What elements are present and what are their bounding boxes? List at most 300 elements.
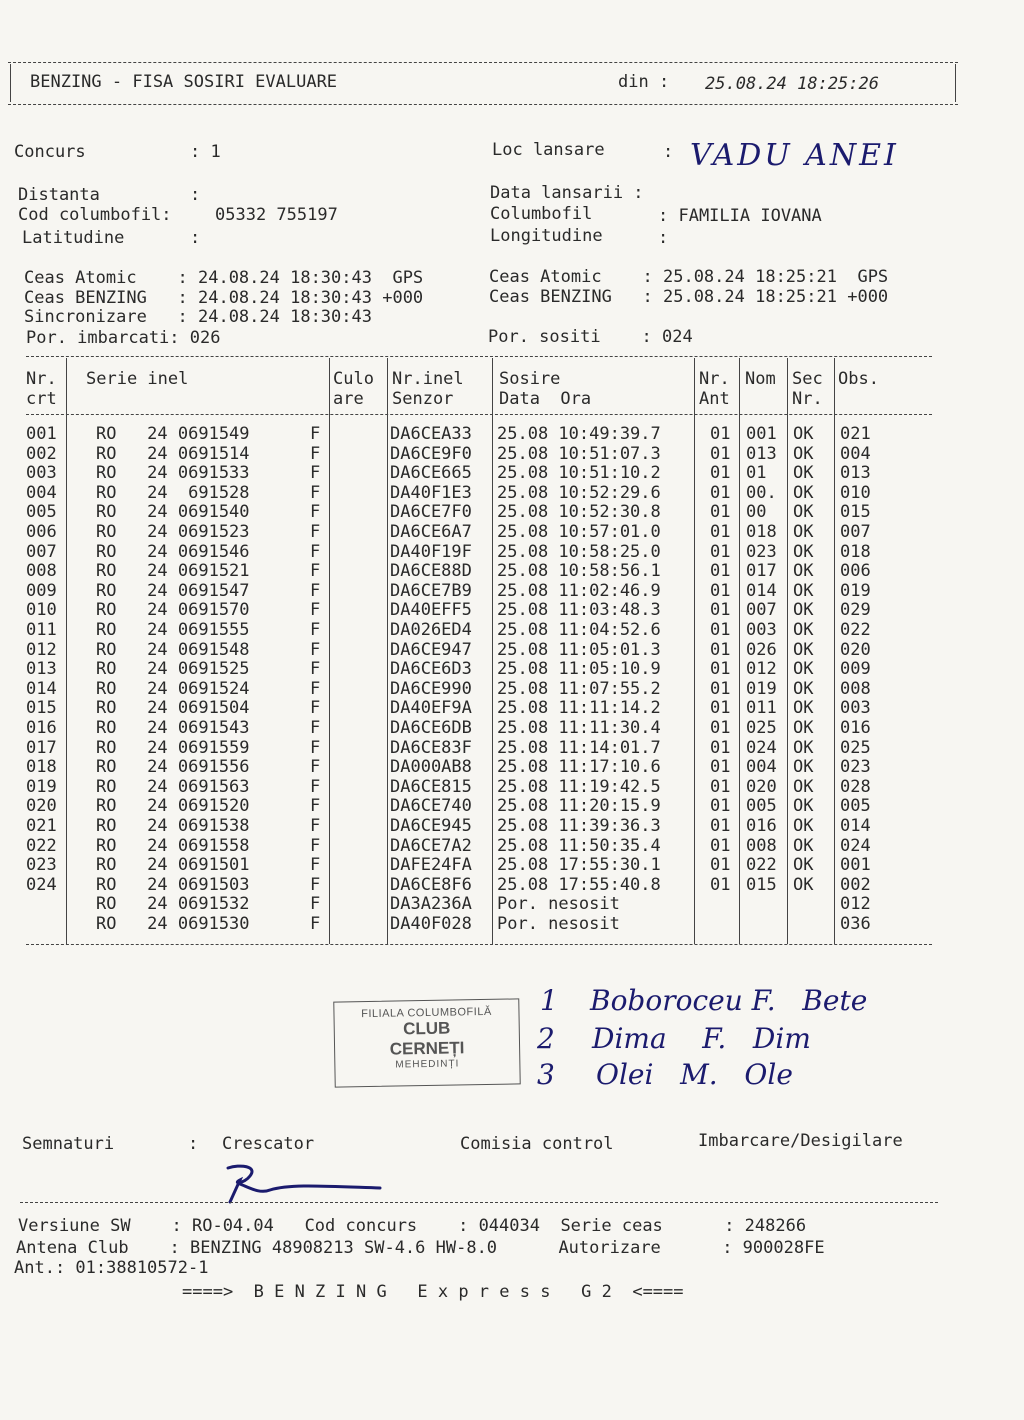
cell-ant: 01 [710, 757, 731, 778]
cod-label: Cod columbofil: [18, 205, 172, 225]
cell-serie: RO 24 0691548 [96, 639, 250, 660]
stamp-line-3: CERNEȚI [389, 1038, 465, 1059]
ceas-benzing-end: Ceas BENZING : 25.08.24 18:25:21 +000 [489, 287, 889, 307]
table-row [0, 895, 1024, 915]
cell-ant: 01 [710, 424, 731, 444]
cell-obs: 019 [840, 580, 871, 601]
cell-serie: RO 24 0691525 [96, 659, 250, 680]
cell-ant: 01 [710, 580, 731, 601]
cell-nom: 013 [746, 443, 777, 464]
header-nr: Nr. [26, 369, 57, 389]
cell-nr: 011 [26, 620, 57, 640]
cell-sex: F [310, 580, 321, 601]
table-row [0, 758, 1024, 778]
cell-sex: F [310, 678, 321, 699]
cell-senzor: DA6CE7A2 [390, 835, 472, 856]
cell-sex: F [310, 835, 321, 856]
cell-senzor: DA40EF9A [390, 698, 472, 719]
cell-obs: 013 [840, 463, 871, 484]
cell-ant: 01 [710, 463, 731, 484]
cell-nr: 022 [26, 835, 57, 856]
cell-nr: 008 [26, 561, 57, 582]
footer-line-2: Antena Club : BENZING 48908213 SW-4.6 HW-8.0 Autorizare : 900028FE [16, 1238, 825, 1258]
table-row [0, 641, 1024, 661]
cell-senzor: DA6CE665 [390, 463, 472, 484]
cell-sex: F [310, 522, 321, 542]
cell-nr: 015 [26, 698, 57, 719]
lat-value: : [190, 228, 201, 248]
cell-serie: RO 24 0691504 [96, 698, 250, 719]
cell-sex: F [310, 796, 321, 817]
cell-serie: RO 24 0691524 [96, 678, 250, 699]
header-obs: Obs. [838, 369, 879, 389]
cell-senzor: DAFE24FA [390, 855, 472, 876]
cell-sec: OK [793, 816, 814, 836]
header-ant: Ant [699, 389, 730, 409]
cell-sosire: 25.08 11:50:35.4 [497, 835, 661, 856]
table-row [0, 797, 1024, 817]
cell-obs: 036 [840, 914, 871, 934]
cell-sec: OK [793, 443, 814, 464]
commission-num-3: 3 [537, 1058, 555, 1091]
cell-sosire: 25.08 10:51:07.3 [497, 443, 661, 464]
header-sec: Sec [792, 369, 823, 389]
cell-nom: 020 [746, 776, 777, 797]
cell-nom: 005 [746, 796, 777, 817]
cell-nr: 010 [26, 600, 57, 621]
cell-nom: 007 [746, 600, 777, 621]
club-stamp [333, 998, 520, 1087]
cell-sosire: 25.08 11:14:01.7 [497, 737, 661, 758]
cell-ant: 01 [710, 737, 731, 758]
cell-nom: 026 [746, 639, 777, 660]
cell-sex: F [310, 659, 321, 680]
cell-sex: F [310, 874, 321, 895]
table-row [0, 660, 1024, 680]
cell-sosire: 25.08 17:55:40.8 [497, 874, 661, 895]
table-row [0, 425, 1024, 445]
cell-serie: RO 24 0691501 [96, 855, 250, 876]
cell-sosire: 25.08 11:17:10.6 [497, 757, 661, 778]
table-top-rule [26, 356, 932, 357]
cell-senzor: DA6CE9F0 [390, 443, 472, 464]
cell-ant: 01 [710, 874, 731, 895]
table-row [0, 562, 1024, 582]
cell-sex: F [310, 855, 321, 876]
cell-nr: 001 [26, 424, 57, 444]
cell-obs: 007 [840, 522, 871, 542]
commission-num-1: 1 [540, 984, 558, 1017]
cell-obs: 010 [840, 482, 871, 503]
cell-senzor: DA6CE990 [390, 678, 472, 699]
cell-ant: 01 [710, 816, 731, 836]
cell-senzor: DA6CE6D3 [390, 659, 472, 680]
cell-sex: F [310, 482, 321, 503]
cell-sosire: Por. nesosit [497, 914, 620, 934]
commission-num-2: 2 [537, 1022, 555, 1055]
cell-sosire: 25.08 11:11:30.4 [497, 718, 661, 738]
cell-sex: F [310, 914, 321, 934]
cell-obs: 004 [840, 443, 871, 464]
cell-sec: OK [793, 580, 814, 601]
cell-sec: OK [793, 659, 814, 680]
cell-nr: 007 [26, 541, 57, 562]
header-sec-nr: Nr. [792, 389, 823, 409]
header-left-bar [10, 64, 11, 102]
cell-obs: 008 [840, 678, 871, 699]
cell-nr: 014 [26, 678, 57, 699]
cell-sex: F [310, 463, 321, 484]
cell-senzor: DA6CE7F0 [390, 502, 472, 523]
footer-line-1: Versiune SW : RO-04.04 Cod concurs : 044034 Serie ceas : 248266 [18, 1216, 807, 1236]
cell-serie: RO 24 0691538 [96, 816, 250, 836]
cell-sosire: 25.08 10:58:25.0 [497, 541, 661, 562]
cell-sex: F [310, 561, 321, 582]
cell-nom: 016 [746, 816, 777, 836]
ceas-atomic-end: Ceas Atomic : 25.08.24 18:25:21 GPS [489, 267, 889, 287]
cell-sec: OK [793, 678, 814, 699]
cell-nom: 00 [746, 502, 777, 523]
concurs-value: : 1 [190, 142, 221, 162]
stamp-line-4: MEHEDINȚI [395, 1058, 460, 1071]
cell-obs: 022 [840, 620, 871, 640]
cell-sec: OK [793, 718, 814, 738]
cell-nr: 013 [26, 659, 57, 680]
cell-nr: 020 [26, 796, 57, 817]
cell-serie: RO 24 0691549 [96, 424, 250, 444]
cell-obs: 029 [840, 600, 871, 621]
cell-sosire: 25.08 11:20:15.9 [497, 796, 661, 817]
header-top-rule [8, 62, 958, 63]
cell-nom: 023 [746, 541, 777, 562]
table-row [0, 543, 1024, 563]
cell-sosire: 25.08 10:49:39.7 [497, 424, 661, 444]
cell-nom: 004 [746, 757, 777, 778]
cell-ant: 01 [710, 620, 731, 640]
cell-serie: RO 24 0691556 [96, 757, 250, 778]
cell-nr: 003 [26, 463, 57, 484]
cell-senzor: DA6CE88D [390, 561, 472, 582]
cell-sosire: 25.08 11:39:36.3 [497, 816, 661, 836]
cell-serie: RO 24 0691533 [96, 463, 250, 484]
cell-senzor: DA6CE815 [390, 776, 472, 797]
cell-obs: 028 [840, 776, 871, 797]
arrivals-table-body [0, 425, 1024, 945]
cell-sec: OK [793, 776, 814, 797]
cell-serie: RO 24 0691530 [96, 914, 250, 934]
cell-senzor: DA6CEA33 [390, 424, 472, 444]
cell-ant: 01 [710, 835, 731, 856]
header-bottom-rule [8, 104, 958, 105]
cell-nr: 004 [26, 482, 57, 503]
cell-sec: OK [793, 639, 814, 660]
cell-serie: RO 24 0691563 [96, 776, 250, 797]
cell-serie: RO 24 0691521 [96, 561, 250, 582]
cell-senzor: DA6CE945 [390, 816, 472, 836]
cell-ant: 01 [710, 698, 731, 719]
cell-nr: 018 [26, 757, 57, 778]
table-row [0, 876, 1024, 896]
cell-ant: 01 [710, 678, 731, 699]
header-nr-ant: Nr. [699, 369, 730, 389]
breeder-signature [210, 1158, 390, 1208]
cell-sosire: 25.08 11:07:55.2 [497, 678, 661, 699]
header-culo: Culo [333, 369, 374, 389]
cell-ant: 01 [710, 855, 731, 876]
cell-sex: F [310, 502, 321, 523]
cell-nr: 006 [26, 522, 57, 542]
distanta-value: : [190, 185, 201, 205]
cell-obs: 006 [840, 561, 871, 582]
cell-nom: 01 [746, 463, 777, 484]
cell-senzor: DA3A236A [390, 894, 472, 915]
cell-nom: 008 [746, 835, 777, 856]
cell-sex: F [310, 816, 321, 836]
footer-banner: ====> B E N Z I N G E x p r e s s G 2 <==== [182, 1282, 684, 1302]
cell-sec: OK [793, 424, 814, 444]
table-row [0, 739, 1024, 759]
cell-obs: 015 [840, 502, 871, 523]
cell-senzor: DA6CE7B9 [390, 580, 472, 601]
cell-sosire: 25.08 11:02:46.9 [497, 580, 661, 601]
cell-sosire: 25.08 11:11:14.2 [497, 698, 661, 719]
cell-nom: 017 [746, 561, 777, 582]
comisia-label: Comisia control [460, 1134, 614, 1154]
cell-nom: 001 [746, 424, 777, 444]
cell-nr: 023 [26, 855, 57, 876]
cell-sec: OK [793, 482, 814, 503]
cell-senzor: DA6CE740 [390, 796, 472, 817]
cell-serie: RO 24 0691570 [96, 600, 250, 621]
cod-value: 05332 755197 [215, 205, 338, 225]
cell-sec: OK [793, 796, 814, 817]
table-header-rule [26, 414, 932, 415]
cell-obs: 016 [840, 718, 871, 738]
cell-serie: RO 24 0691532 [96, 894, 250, 915]
cell-obs: 014 [840, 816, 871, 836]
cell-serie: RO 24 0691523 [96, 522, 250, 542]
ceas-benzing-start: Ceas BENZING : 24.08.24 18:30:43 +000 [24, 288, 424, 308]
cell-ant: 01 [710, 776, 731, 797]
loc-value-handwritten: VADU ANEI [690, 138, 899, 173]
cell-obs: 020 [840, 639, 871, 660]
commission-member-1: Boboroceu F. Bete [590, 984, 868, 1017]
cell-ant: 01 [710, 659, 731, 680]
cell-ant: 01 [710, 639, 731, 660]
cell-sec: OK [793, 561, 814, 582]
cell-sosire: 25.08 11:03:48.3 [497, 600, 661, 621]
cell-senzor: DA6CE83F [390, 737, 472, 758]
cell-ant: 01 [710, 561, 731, 582]
cell-nr: 005 [26, 502, 57, 523]
table-row [0, 582, 1024, 602]
table-row [0, 778, 1024, 798]
distanta-label: Distanta [18, 185, 100, 205]
cell-serie: RO 24 0691543 [96, 718, 250, 738]
loc-colon: : [663, 142, 674, 162]
cell-nom: 024 [746, 737, 777, 758]
cell-obs: 012 [840, 894, 871, 915]
cell-sec: OK [793, 541, 814, 562]
cell-sosire: 25.08 11:04:52.6 [497, 620, 661, 640]
cell-sec: OK [793, 874, 814, 895]
columbofil-label: Columbofil [490, 204, 593, 224]
cell-nr: 017 [26, 737, 57, 758]
header-sosire: Sosire [499, 369, 561, 389]
concurs-label: Concurs [14, 142, 86, 162]
cell-sex: F [310, 443, 321, 464]
cell-senzor: DA40F19F [390, 541, 472, 562]
header-are: are [333, 389, 364, 409]
header-senzor: Senzor [392, 389, 454, 409]
cell-nr: 024 [26, 874, 57, 895]
table-row [0, 699, 1024, 719]
cell-sec: OK [793, 757, 814, 778]
porumbei-imbarcati: Por. imbarcati: 026 [26, 328, 221, 348]
data-lansarii-label: Data lansarii : [490, 183, 644, 203]
header-data-ora: Data Ora [499, 389, 592, 409]
cell-obs: 002 [840, 874, 871, 895]
header-nom: Nom [745, 369, 776, 389]
cell-sex: F [310, 600, 321, 621]
header-serie-inel: Serie inel [86, 369, 189, 389]
cell-obs: 023 [840, 757, 871, 778]
cell-serie: RO 24 0691546 [96, 541, 250, 562]
cell-nom: 012 [746, 659, 777, 680]
header-crt: crt [26, 389, 57, 409]
cell-sec: OK [793, 698, 814, 719]
table-row [0, 523, 1024, 543]
cell-obs: 005 [840, 796, 871, 817]
cell-senzor: DA6CE6DB [390, 718, 472, 738]
table-row [0, 464, 1024, 484]
cell-sec: OK [793, 620, 814, 640]
columbofil-value: : FAMILIA IOVANA [658, 206, 822, 226]
table-row [0, 856, 1024, 876]
cell-nom: 025 [746, 718, 777, 738]
cell-sex: F [310, 541, 321, 562]
cell-senzor: DA000AB8 [390, 757, 472, 778]
cell-sex: F [310, 757, 321, 778]
cell-sex: F [310, 737, 321, 758]
cell-sosire: 25.08 10:52:30.8 [497, 502, 661, 523]
table-row [0, 601, 1024, 621]
table-row [0, 719, 1024, 739]
cell-nom: 014 [746, 580, 777, 601]
table-row [0, 915, 1024, 935]
cell-serie: RO 24 0691503 [96, 874, 250, 895]
cell-sosire: 25.08 10:58:56.1 [497, 561, 661, 582]
cell-serie: RO 24 0691514 [96, 443, 250, 464]
table-row [0, 484, 1024, 504]
ceas-atomic-start: Ceas Atomic : 24.08.24 18:30:43 GPS [24, 268, 424, 288]
cell-nr: 002 [26, 443, 57, 464]
lat-label: Latitudine [22, 228, 125, 248]
cell-nr: 012 [26, 639, 57, 660]
cell-sec: OK [793, 855, 814, 876]
cell-nom: 022 [746, 855, 777, 876]
crescator-label: Crescator [222, 1134, 315, 1154]
loc-label: Loc lansare [492, 140, 605, 160]
cell-ant: 01 [710, 502, 731, 523]
cell-nr: 019 [26, 776, 57, 797]
cell-senzor: DA026ED4 [390, 620, 472, 640]
date-label: din : [618, 72, 670, 92]
commission-member-3: Olei M. Ole [596, 1058, 793, 1091]
cell-sex: F [310, 894, 321, 915]
cell-obs: 018 [840, 541, 871, 562]
cell-ant: 01 [710, 600, 731, 621]
cell-obs: 025 [840, 737, 871, 758]
commission-member-2: Dima F. Dim [592, 1022, 811, 1055]
stamp-line-1: FILIALA COLUMBOFILĂ [361, 1005, 492, 1021]
table-row [0, 621, 1024, 641]
table-row [0, 445, 1024, 465]
cell-sosire: 25.08 10:52:29.6 [497, 482, 661, 503]
cell-senzor: DA40F028 [390, 914, 472, 934]
cell-sosire: 25.08 11:05:10.9 [497, 659, 661, 680]
cell-sec: OK [793, 737, 814, 758]
cell-sec: OK [793, 522, 814, 542]
cell-ant: 01 [710, 541, 731, 562]
longitudine-label: Longitudine [490, 226, 603, 246]
sincronizare: Sincronizare : 24.08.24 18:30:43 [24, 307, 372, 327]
cell-obs: 009 [840, 659, 871, 680]
cell-nom: 018 [746, 522, 777, 542]
cell-ant: 01 [710, 482, 731, 503]
signatures-colon: : [188, 1134, 199, 1154]
cell-sec: OK [793, 835, 814, 856]
cell-ant: 01 [710, 522, 731, 542]
date-value: 25.08.24 18:25:26 [705, 74, 879, 94]
cell-sosire: Por. nesosit [497, 894, 620, 915]
cell-sex: F [310, 718, 321, 738]
cell-sec: OK [793, 463, 814, 484]
cell-nom: 003 [746, 620, 777, 640]
cell-serie: RO 24 0691520 [96, 796, 250, 817]
cell-nom: 00. [746, 482, 777, 503]
imbarcare-label: Imbarcare/Desigilare [698, 1131, 903, 1151]
porumbei-sositi: Por. sositi : 024 [488, 327, 693, 347]
cell-sosire: 25.08 11:05:01.3 [497, 639, 661, 660]
cell-obs: 024 [840, 835, 871, 856]
cell-sec: OK [793, 502, 814, 523]
cell-serie: RO 24 0691558 [96, 835, 250, 856]
cell-nom: 015 [746, 874, 777, 895]
cell-senzor: DA40F1E3 [390, 482, 472, 503]
cell-nom: 019 [746, 678, 777, 699]
longitudine-value: : [658, 228, 669, 248]
signatures-label: Semnaturi [22, 1134, 115, 1154]
cell-sex: F [310, 698, 321, 719]
cell-nr: 009 [26, 580, 57, 601]
table-row [0, 817, 1024, 837]
cell-sosire: 25.08 10:51:10.2 [497, 463, 661, 484]
cell-ant: 01 [710, 796, 731, 817]
header-right-bar [955, 64, 956, 102]
cell-obs: 001 [840, 855, 871, 876]
cell-nom: 011 [746, 698, 777, 719]
table-row [0, 837, 1024, 857]
cell-senzor: DA6CE947 [390, 639, 472, 660]
cell-obs: 021 [840, 424, 871, 444]
document-title: BENZING - FISA SOSIRI EVALUARE [30, 72, 338, 92]
cell-sex: F [310, 424, 321, 444]
cell-sosire: 25.08 17:55:30.1 [497, 855, 661, 876]
cell-nr: 016 [26, 718, 57, 738]
header-nrinel: Nr.inel [392, 369, 464, 389]
cell-sex: F [310, 776, 321, 797]
